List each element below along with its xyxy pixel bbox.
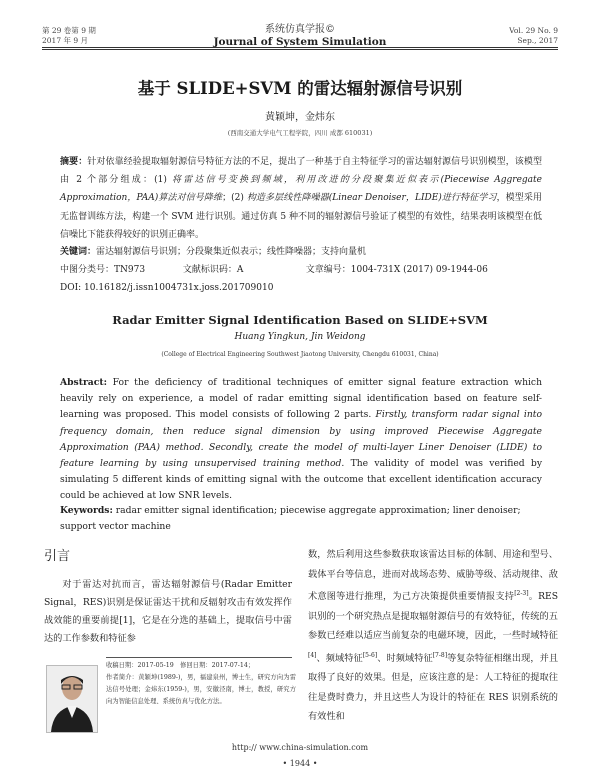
abstract-cn (60, 153, 542, 244)
footer-url: http:// www.china-simulation.com (231, 743, 369, 752)
citation-2-3: [2-3] (514, 590, 529, 597)
abstract-cn-text1: 针对依靠经验提取辐射源信号特征方法的不足，提出了一种基于自主特征学习的雷达辐射源信号识别模型，该模型由 2 个部分组成：(1) (60, 157, 542, 186)
classification-row (60, 263, 542, 278)
affiliation-cn: (西南交通大学电气工程学院，四川 成都 610031) (227, 129, 373, 137)
paper-title-cn: 基于 SLIDE+SVM 的雷达辐射源信号识别 (137, 79, 463, 98)
keywords-en (60, 503, 542, 535)
footnote (106, 660, 296, 708)
intro-right-a: 数，然后利用这些参数获取该雷达目标的体制、用途和型号、载体平台等信息，进而对战场态势、威胁等级、活动规律、敌术意图等进行推理，为己方决策提供重要情报支持 (308, 549, 558, 603)
authors-en: Huang Yingkun, Jin Weidong (234, 332, 366, 342)
citation-5-6: [5-6] (362, 651, 378, 659)
abstract-en-italic: Firstly, transform radar signal into frequency domain, then reduce signal dimension by using improved Piecewise Aggregate Approximation (PAA) method. Secondly, create the model of multi-layer Liner Denoiser (LIDE) to feature learning by using unsupervised training method. (60, 409, 542, 470)
abstract-en (60, 375, 542, 505)
keywords-en-text: radar emitter signal identification; piecewise aggregate approximation; liner denoiser; support vector machine (60, 505, 521, 532)
citation-4: [4] (308, 651, 317, 659)
intro-right-d: 、时频域特征 (377, 652, 433, 664)
abstract-cn-text3: ，模型采用无监督训练方法，构建一个 SVM 进行识别。通过仿真 5 种不同的辐射源信号验证了模型的有效性，结果表明该模型在低信噪比下能获得较好的识别正确率。 (60, 193, 542, 240)
header-volume-cn (42, 26, 96, 46)
header-vol-en: Vol. 29 No. 9 (509, 26, 558, 35)
abstract-cn-italic2: 构造多层线性降噪器(Linear Denoiser，LIDE)进行特征学习 (246, 193, 497, 204)
footnote-received: 收稿日期：2017-05-19 修回日期：2017-07-14； (106, 662, 255, 669)
article-number: 文章编号：1004-731X (2017) 09-1944-06 (305, 265, 488, 275)
journal-masthead (200, 20, 400, 48)
keywords-en-label: Keywords: (60, 505, 113, 516)
document-code: 文献标识码：A (182, 265, 244, 275)
journal-name-en: Journal of System Simulation (213, 36, 387, 48)
abstract-cn-italic1: 将雷达信号变换到频域，利用改进的分段聚集近似表示(Piecewise Aggregate Approximation，PAA)算法对信号降维 (60, 175, 542, 204)
footnote-rule (106, 657, 292, 658)
intro-right-e: 等复杂特征相继出现，并且取得了良好的效果。但是，应该注意的是：人工特征的提取往往是费时费力，并且这些人为设计的特征在 RES 识别系统的有效性和 (308, 652, 559, 723)
header-rule (42, 47, 558, 48)
citation-7-8: [7-8] (432, 651, 448, 659)
header-vol-cn: 第 29 卷第 9 期 (42, 26, 96, 35)
abstract-en-text2: The validity of model was verified by simulating 5 different kinds of emitting signal with the outcome that excellent identification accuracy could be achieved at low SNR levels. (60, 458, 543, 502)
abstract-en-label: Abstract: (60, 377, 107, 388)
header-date-cn: 2017 年 9 月 (42, 36, 89, 45)
intro-left-column: 对于雷达对抗而言，雷达辐射源信号(Radar Emitter Signal，RES)识别是保证雷达干扰和反辐射攻击有效发挥作战效能的重要前提[1]，它是在分选的基础上，提取信号中雷达的工作参数和特征参 (44, 579, 292, 644)
section-heading-intro: 引言 (44, 549, 71, 564)
intro-right-c: 、频域特征 (316, 652, 363, 664)
abstract-en-text1: For the deficiency of traditional techniques of emitter signal feature extraction which heavily rely on experience, a model of radar emitting signal identification based on feature self-learning was proposed. This model consists of following 2 parts. (60, 377, 542, 421)
keywords-cn (60, 245, 542, 260)
author-photo (46, 665, 98, 733)
affiliation-en: (College of Electrical Engineering Southwest Jiaotong University, Chengdu 610031, China) (161, 351, 439, 358)
clc-number: 中图分类号：TN973 (60, 265, 146, 275)
author-portrait-icon (47, 666, 97, 732)
header-date-en: Sep., 2017 (517, 36, 558, 45)
page-number: • 1944 • (282, 759, 318, 768)
header-volume-en (509, 26, 558, 46)
header-rule-thin (42, 49, 558, 50)
abstract-cn-label: 摘要： (60, 157, 88, 167)
authors-cn: 黄颖坤，金炜东 (265, 112, 335, 123)
doi: DOI: 10.16182/j.issn1004731x.joss.201709010 (60, 283, 274, 293)
keywords-cn-label: 关键词： (60, 247, 97, 257)
intro-right-b: 。RES 识别的一个研究热点是提取辐射源信号的有效特征，传统的五参数已经难以适应当前复杂的电磁环境，因此，一些时域特征 (308, 591, 559, 642)
abstract-cn-text2: ；(2) (222, 193, 247, 204)
journal-name-cn: 系统仿真学报© (265, 24, 335, 35)
footnote-bio: 作者简介：黄颖坤(1989-)，男，福建泉州，博士生，研究方向为雷达信号处理；金炜东(1959-)，男，安徽泾南，博士，教授，研究方向为智能信息处理、系统仿真与优化方法。 (106, 674, 296, 705)
intro-right-column (308, 545, 558, 727)
paper-title-en: Radar Emitter Signal Identification Based on SLIDE+SVM (112, 313, 488, 327)
keywords-cn-text: 雷达辐射源信号识别；分段聚集近似表示；线性降噪器；支持向量机 (96, 247, 367, 257)
